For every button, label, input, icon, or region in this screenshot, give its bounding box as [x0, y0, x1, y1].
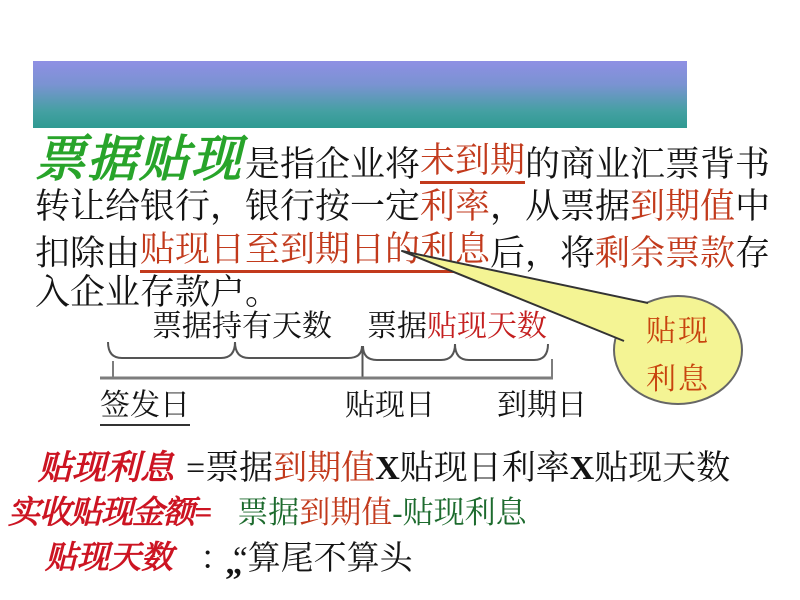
label-holding-days-text: 票据持有天数	[152, 310, 332, 343]
date-discount-text: 贴现日	[345, 389, 435, 422]
intro-text: 的商业汇票背书	[525, 145, 771, 184]
formula-1-text: 贴现天数	[594, 450, 731, 487]
formula-2-label: 实收贴现金额=	[8, 494, 212, 530]
date-issue-text: 签发日	[100, 389, 190, 426]
formula-net-amount	[8, 487, 527, 533]
callout-line-1	[614, 316, 742, 348]
formula-1-maturity-value: 到期值	[273, 450, 376, 487]
intro-text: 是指企业将	[245, 145, 421, 184]
intro-term-interest-period: 贴现日至到期日的利息	[140, 231, 490, 273]
intro-text: ，从票据	[490, 187, 631, 226]
intro-text: 后，将	[490, 234, 596, 273]
formula-1-text: 票据	[205, 450, 274, 487]
date-issue	[100, 390, 190, 422]
callout-line-2-text: 利息	[646, 363, 710, 396]
intro-line-2	[35, 188, 770, 226]
closing-quote	[225, 562, 242, 600]
formula-1-label: 贴现利息	[38, 450, 174, 487]
closing-quote-text: ”	[225, 562, 242, 599]
brace-holding-days	[108, 342, 362, 358]
intro-line-1	[35, 131, 771, 187]
intro-term-rate: 利率	[420, 187, 491, 226]
formula-days-label-text: 贴现天数	[45, 539, 174, 575]
formula-discount-interest	[38, 440, 730, 489]
intro-term-remaining-amount: 剩余票款	[595, 234, 736, 273]
formula-days-colon: ：	[200, 541, 233, 577]
formula-2-green: -贴现利息	[392, 495, 527, 530]
formula-1-multiply-1: X	[375, 450, 400, 487]
intro-text: 扣除由	[35, 234, 141, 273]
intro-text: 中	[735, 187, 771, 226]
date-maturity-text: 到期日	[497, 389, 587, 422]
intro-text: 入企业存款户。	[35, 273, 281, 312]
formula-2-maturity-value: 到期值	[299, 495, 393, 530]
intro-term-maturity-value: 到期值	[630, 187, 736, 226]
intro-text: 转让给银行，银行按一定	[35, 187, 421, 226]
callout-line-2	[614, 364, 742, 396]
callout-line-1-text: 贴现	[646, 315, 710, 348]
term-bill-discounting: 票据贴现	[35, 131, 243, 187]
formula-1-text: 贴现日利率	[399, 450, 570, 487]
label-discount-days-red: 贴现天数	[427, 310, 547, 343]
title-banner	[33, 61, 687, 128]
formula-2-green: 票据	[237, 495, 300, 530]
intro-text: 存	[735, 234, 771, 273]
formula-days-label	[45, 532, 173, 578]
intro-term-not-due: 未到期	[420, 142, 525, 184]
label-discount-days-black: 票据	[367, 310, 427, 343]
formula-days-rule-text: “算尾不算头	[233, 541, 413, 577]
formula-1-equals: =	[186, 450, 206, 487]
formula-1-multiply-2: X	[569, 450, 595, 487]
